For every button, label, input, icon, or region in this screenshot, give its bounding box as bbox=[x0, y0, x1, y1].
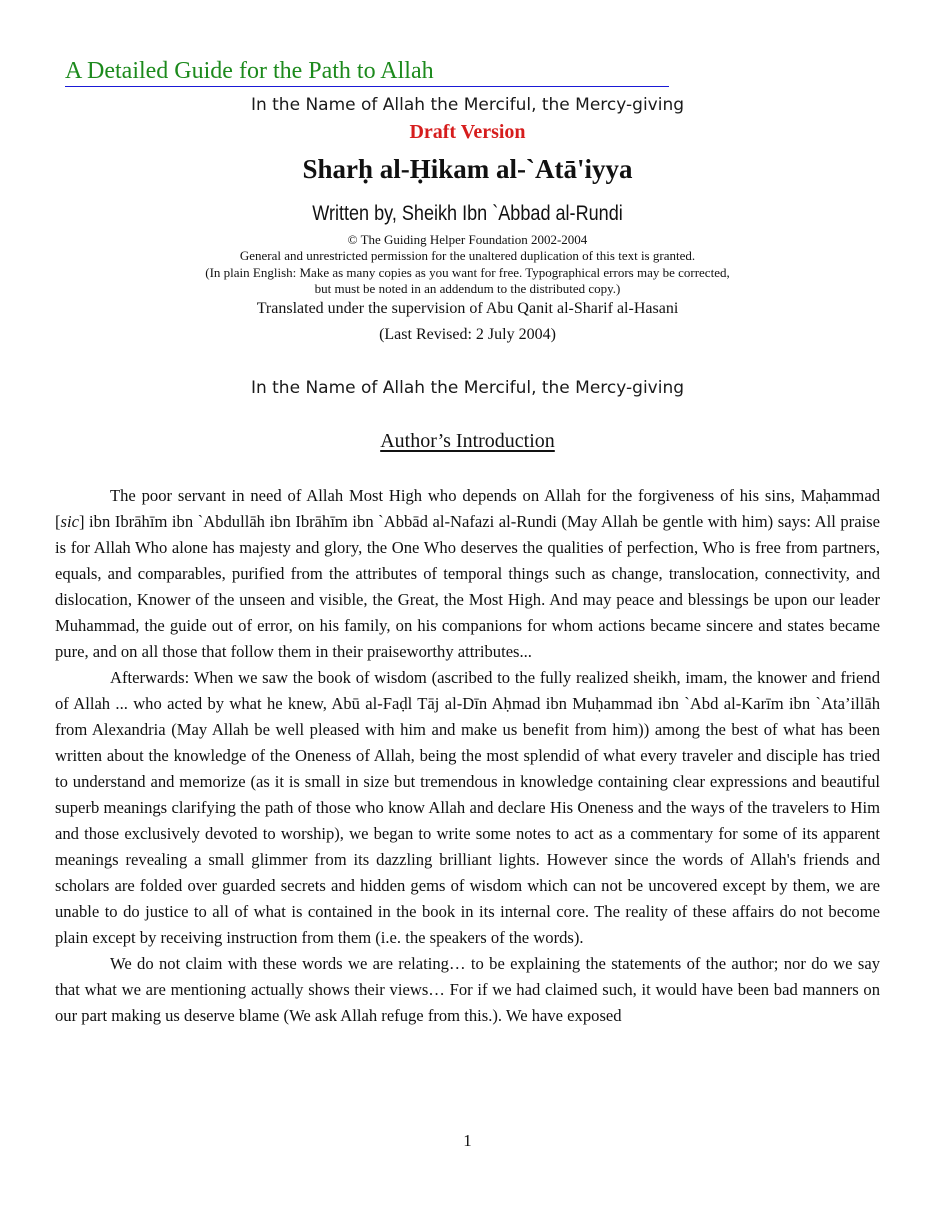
page-number: 1 bbox=[463, 1131, 472, 1150]
paragraph-2: Afterwards: When we saw the book of wisdom (ascribed to the fully realized sheikh, imam, the knower and friend of Allah ... who acted by what he knew, Abū al-Faḍl Tāj al-Dīn Aḥmad ibn Muḥammad ibn `Abd al-Karīm ibn `Ata’illāh from Alexandria (May Allah be well pleased with him and make us benefit from him)) among the best of what has been written about the knowledge of the Oneness of Allah, being the most splendid of what every traveler and disciple has tried to understand and memorize (as it is small in size but tremendous in knowledge containing clear expressions and beautiful superb meanings clarifying the path of those who know Allah and declare His Oneness and the ways of the travelers to Him and those exclusively devoted to worship), we began to write some notes to act as a commentary for some of its apparent meanings revealing a small glimmer from its dazzling brilliant lights. However since the words of Allah's friends and scholars are folded over guarded secrets and hidden gems of wisdom which can not be uncovered except by them, we are unable to do justice to all of what is contained in the book in its internal core. The reality of these affairs do not become plain except by receiving instruction from them (i.e. the speakers of the words). bbox=[55, 668, 880, 947]
paragraph-1-part-b: ] ibn Ibrāhīm ibn `Abdullāh ibn Ibrāhīm ibn `Abbād al-Nafazi al-Rundi (May Allah be gentle with him) says: All praise is for Allah Who alone has majesty and glory, the One Who deserves the qualities of perfection, Who is free from partners, equals, and comparables, purified from the attributes of temporal things such as change, translocation, connectivity, and dislocation, Knower of the unseen and visible, the Great, the Most High. And may peace and blessings be upon our leader Muhammad, the guide out of error, on his family, on his companions for whom actions became sincere and states became pure, and on all those that follow them in their praiseworthy attributes... bbox=[55, 512, 880, 661]
paragraph-1-part-a: The poor servant in need of Allah Most High who depends on Allah for the forgiveness of his sins, Maḥammad [ bbox=[55, 486, 880, 531]
plain-english-line-1: (In plain English: Make as many copies as you want for free. Typographical errors may be corrected, bbox=[205, 265, 730, 280]
paragraph-1 bbox=[55, 483, 880, 665]
basmala-top: In the Name of Allah the Merciful, the Mercy-giving bbox=[250, 95, 685, 115]
sic-marker: sic bbox=[60, 512, 79, 531]
copyright-line: © The Guiding Helper Foundation 2002-2004 bbox=[347, 232, 588, 247]
revision-date: (Last Revised: 2 July 2004) bbox=[379, 326, 556, 343]
book-title: Sharḥ al-Ḥikam al-`Atā'iyya bbox=[302, 154, 633, 184]
body-text bbox=[55, 483, 880, 1029]
plain-english-line-2: but must be noted in an addendum to the distributed copy.) bbox=[314, 281, 621, 296]
translator-line: Translated under the supervision of Abu Qanit al-Sharif al-Hasani bbox=[256, 300, 679, 317]
paragraph-3: We do not claim with these words we are relating… to be explaining the statements of the author; nor do we say that what we are mentioning actually shows their views… For if we had claimed such, it would have been bad manners on our part making us deserve blame (We ask Allah refuge from this.). We have exposed bbox=[55, 954, 880, 1025]
basmala-second: In the Name of Allah the Merciful, the Mercy-giving bbox=[250, 378, 685, 398]
permission-line: General and unrestricted permission for the unaltered duplication of this text is granted. bbox=[239, 248, 696, 263]
guide-title: A Detailed Guide for the Path to Allah bbox=[65, 56, 669, 87]
section-heading: Author’s Introduction bbox=[380, 430, 555, 452]
author-line: Written by, Sheikh Ibn `Abbad al-Rundi bbox=[312, 202, 623, 225]
draft-label: Draft Version bbox=[409, 121, 526, 143]
